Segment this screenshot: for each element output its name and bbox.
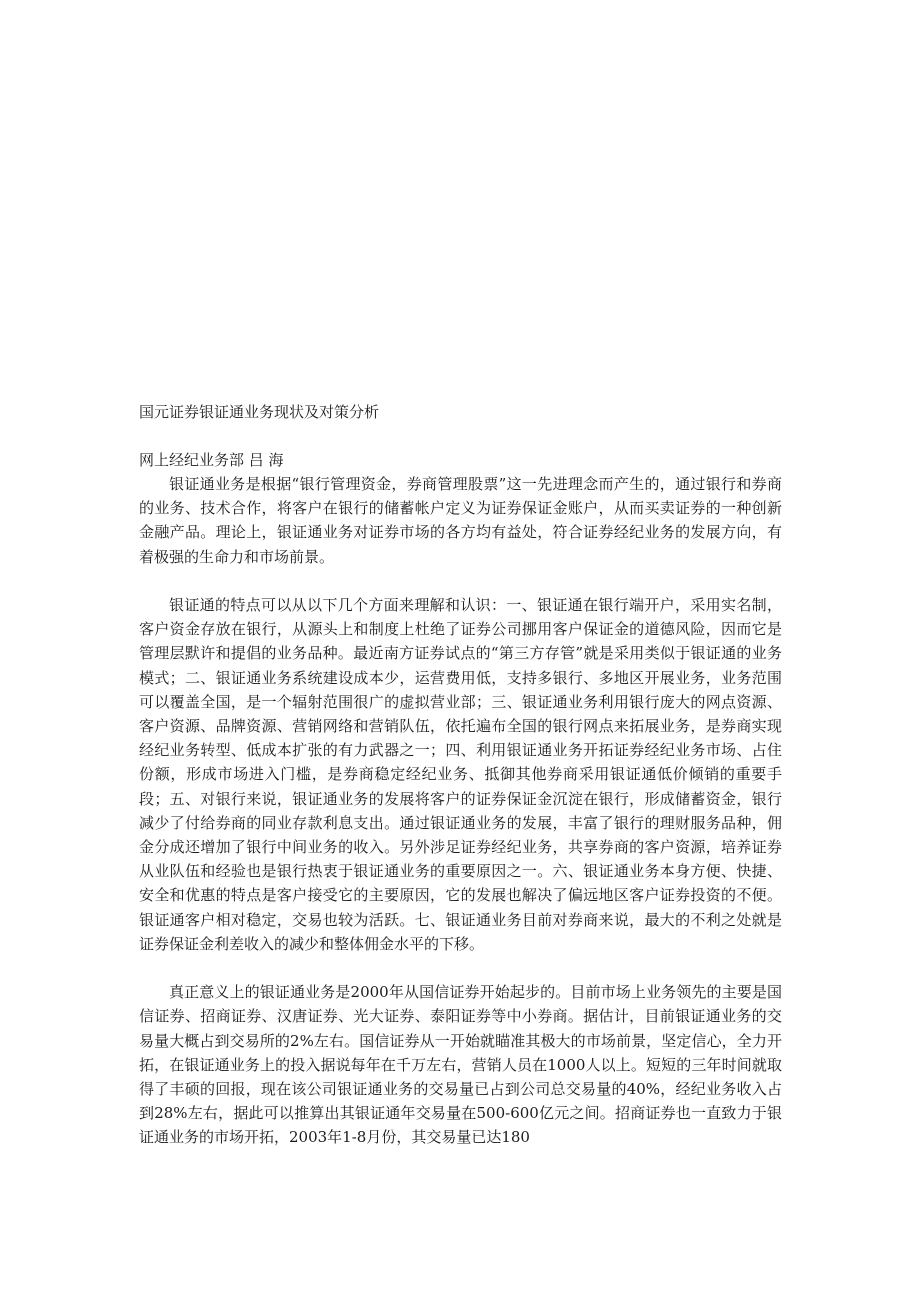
author-line: 网上经纪业务部 吕 海 (139, 451, 284, 469)
paragraph-intro: 银证通业务是根据“银行管理资金，券商管理股票”这一先进理念而产生的，通过银行和券商的业务、技术合作，将客户在银行的储蓄帐户定义为证券保证金账户，从而买卖证券的一种创新金融产品。理论上，银证通业务对证券市场的各方均有益处，符合证券经纪业务的发展方向，有着极强的生命力和市场前景。 (139, 475, 782, 566)
document-title: 国元证券银证通业务现状及对策分析 (139, 403, 380, 421)
document-body (139, 472, 782, 1150)
paragraph-features: 银证通的特点可以从以下几个方面来理解和认识：一、银证通在银行端开户，采用实名制，客户资金存放在银行，从源头上和制度上杜绝了证券公司挪用客户保证金的道德风险，因而它是管理层默许和提倡的业务品种。最近南方证券试点的“第三方存管”就是采用类似于银证通的业务模式；二、银证通业务系统建设成本少，运营费用低，支持多银行、多地区开展业务，业务范围可以覆盖全国，是一个辐射范围很广的虚拟营业部；三、银证通业务利用银行庞大的网点资源、客户资源、品牌资源、营销网络和营销队伍，依托遍布全国的银行网点来拓展业务，是券商实现经纪业务转型、低成本扩张的有力武器之一；四、利用银证通业务开拓证券经纪业务市场、占住份额，形成市场进入门槛，是券商稳定经纪业务、抵御其他券商采用银证通低价倾销的重要手段；五、对银行来说，银证通业务的发展将客户的证券保证金沉淀在银行，形成储蓄资金，银行减少了付给券商的同业存款利息支出。通过银证通业务的发展，丰富了银行的理财服务品种，佣金分成还增加了银行中间业务的收入。另外涉足证券经纪业务，共享券商的客户资源，培养证券从业队伍和经验也是银行热衷于银证通业务的重要原因之一。六、银证通业务本身方便、快捷、安全和优惠的特点是客户接受它的主要原因，它的发展也解决了偏远地区客户证券投资的不便。银证通客户相对稳定，交易也较为活跃。七、银证通业务目前对券商来说，最大的不利之处就是证券保证金利差收入的减少和整体佣金水平的下移。 (139, 596, 782, 953)
paragraph-market-status: 真正意义上的银证通业务是2000年从国信证券开始起步的。目前市场上业务领先的主要是国信证券、招商证券、汉唐证券、光大证券、泰阳证券等中小券商。据估计，目前银证通业务的交易量大概占到交易所的2%左右。国信证券从一开始就瞄准其极大的市场前景，坚定信心，全力开拓，在银证通业务上的投入据说每年在千万左右，营销人员在1000人以上。短短的三年时间就取得了丰硕的回报，现在该公司银证通业务的交易量已占到公司总交易量的40%，经纪业务收入占到28%左右，据此可以推算出其银证通年交易量在500-600亿元之间。招商证券也一直致力于银证通业务的市场开拓，2003年1-8月份，其交易量已达180 (139, 983, 782, 1147)
